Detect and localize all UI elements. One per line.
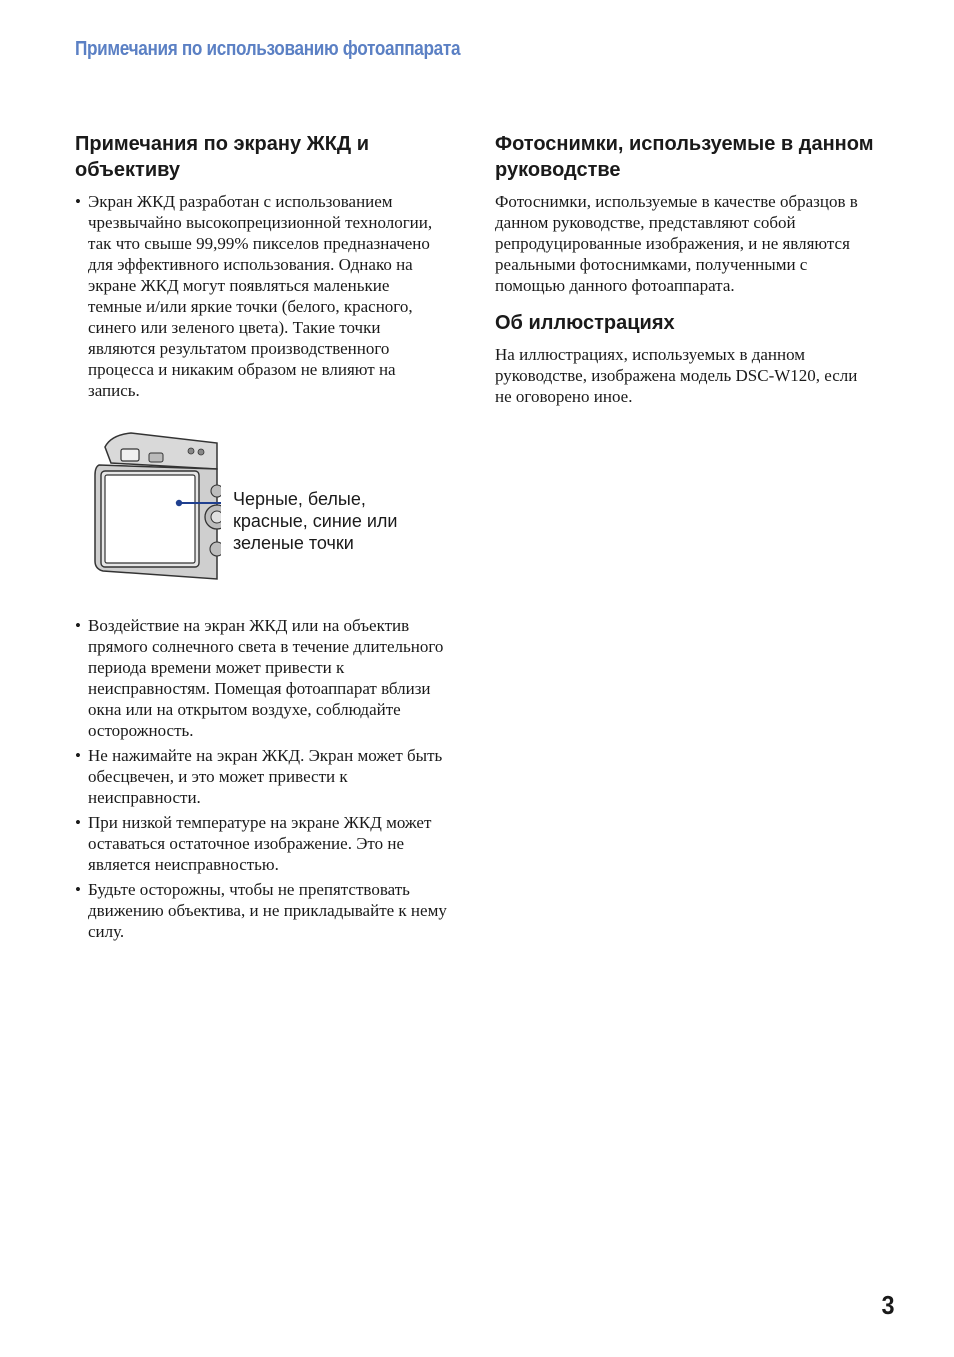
camera-illustration bbox=[75, 429, 447, 601]
list-item-text: Экран ЖКД разработан с использованием чрезвычайно высокопрецизионной технологии, так что свыше 99,99% пикселов предназначено для эффективного использования. Однако на экране ЖКД могут появляться маленькие темные и/или яркие точки (белого, красного, синего или зеленого цвета). Такие точки являются результатом производственного процесса и никаким образом не влияют на запись. bbox=[88, 192, 433, 400]
bullet-dot: • bbox=[75, 616, 81, 635]
list-item bbox=[75, 615, 447, 741]
list-item-text: Не нажимайте на экран ЖКД. Экран может быть обесцвечен, и это может привести к неисправности. bbox=[88, 746, 443, 807]
left-column bbox=[75, 131, 447, 946]
list-item bbox=[75, 191, 447, 401]
bullet-dot: • bbox=[75, 813, 81, 832]
list-item-text: При низкой температуре на экране ЖКД может оставаться остаточное изображение. Это не является неисправностью. bbox=[88, 813, 432, 874]
section-heading-illustrations: Об иллюстрациях bbox=[495, 312, 675, 334]
figure-callout-label: Черные, белые, красные, синие или зеленые точки bbox=[233, 489, 398, 553]
camera-back-icon bbox=[91, 429, 221, 589]
section-text-illustrations: На иллюстрациях, используемых в данном руководстве, изображена модель DSC-W120, если не оговорено иное. bbox=[495, 345, 858, 406]
section-heading-lcd: Примечания по экрану ЖКД и объективу bbox=[75, 133, 370, 181]
bullet-list-top bbox=[75, 191, 447, 401]
bullet-list-bottom bbox=[75, 615, 447, 942]
bullet-dot: • bbox=[75, 192, 81, 211]
bullet-dot: • bbox=[75, 880, 81, 899]
page-number: 3 bbox=[880, 1290, 894, 1320]
list-item bbox=[75, 879, 447, 942]
list-item bbox=[75, 812, 447, 875]
bullet-dot: • bbox=[75, 746, 81, 765]
section-text-photos: Фотоснимки, используемые в качестве образцов в данном руководстве, представляют собой репродуцированные изображения, и не являются реальными фотоснимками, полученными с помощью данного фотоаппарата. bbox=[495, 192, 858, 295]
list-item-text: Воздействие на экран ЖКД или на объектив прямого солнечного света в течение длительного периода времени может привести к неисправностям. Помещая фотоаппарат вблизи окна или на открытом воздухе, соблюдайте осторожность. bbox=[88, 616, 444, 740]
list-item bbox=[75, 745, 447, 808]
section-heading-photos: Фотоснимки, используемые в данном руководстве bbox=[495, 133, 874, 181]
running-header: Примечания по использованию фотоаппарата bbox=[75, 38, 461, 60]
list-item-text: Будьте осторожны, чтобы не препятствовать движению объектива, и не прикладывайте к нему силу. bbox=[88, 880, 447, 941]
right-column bbox=[495, 131, 875, 407]
